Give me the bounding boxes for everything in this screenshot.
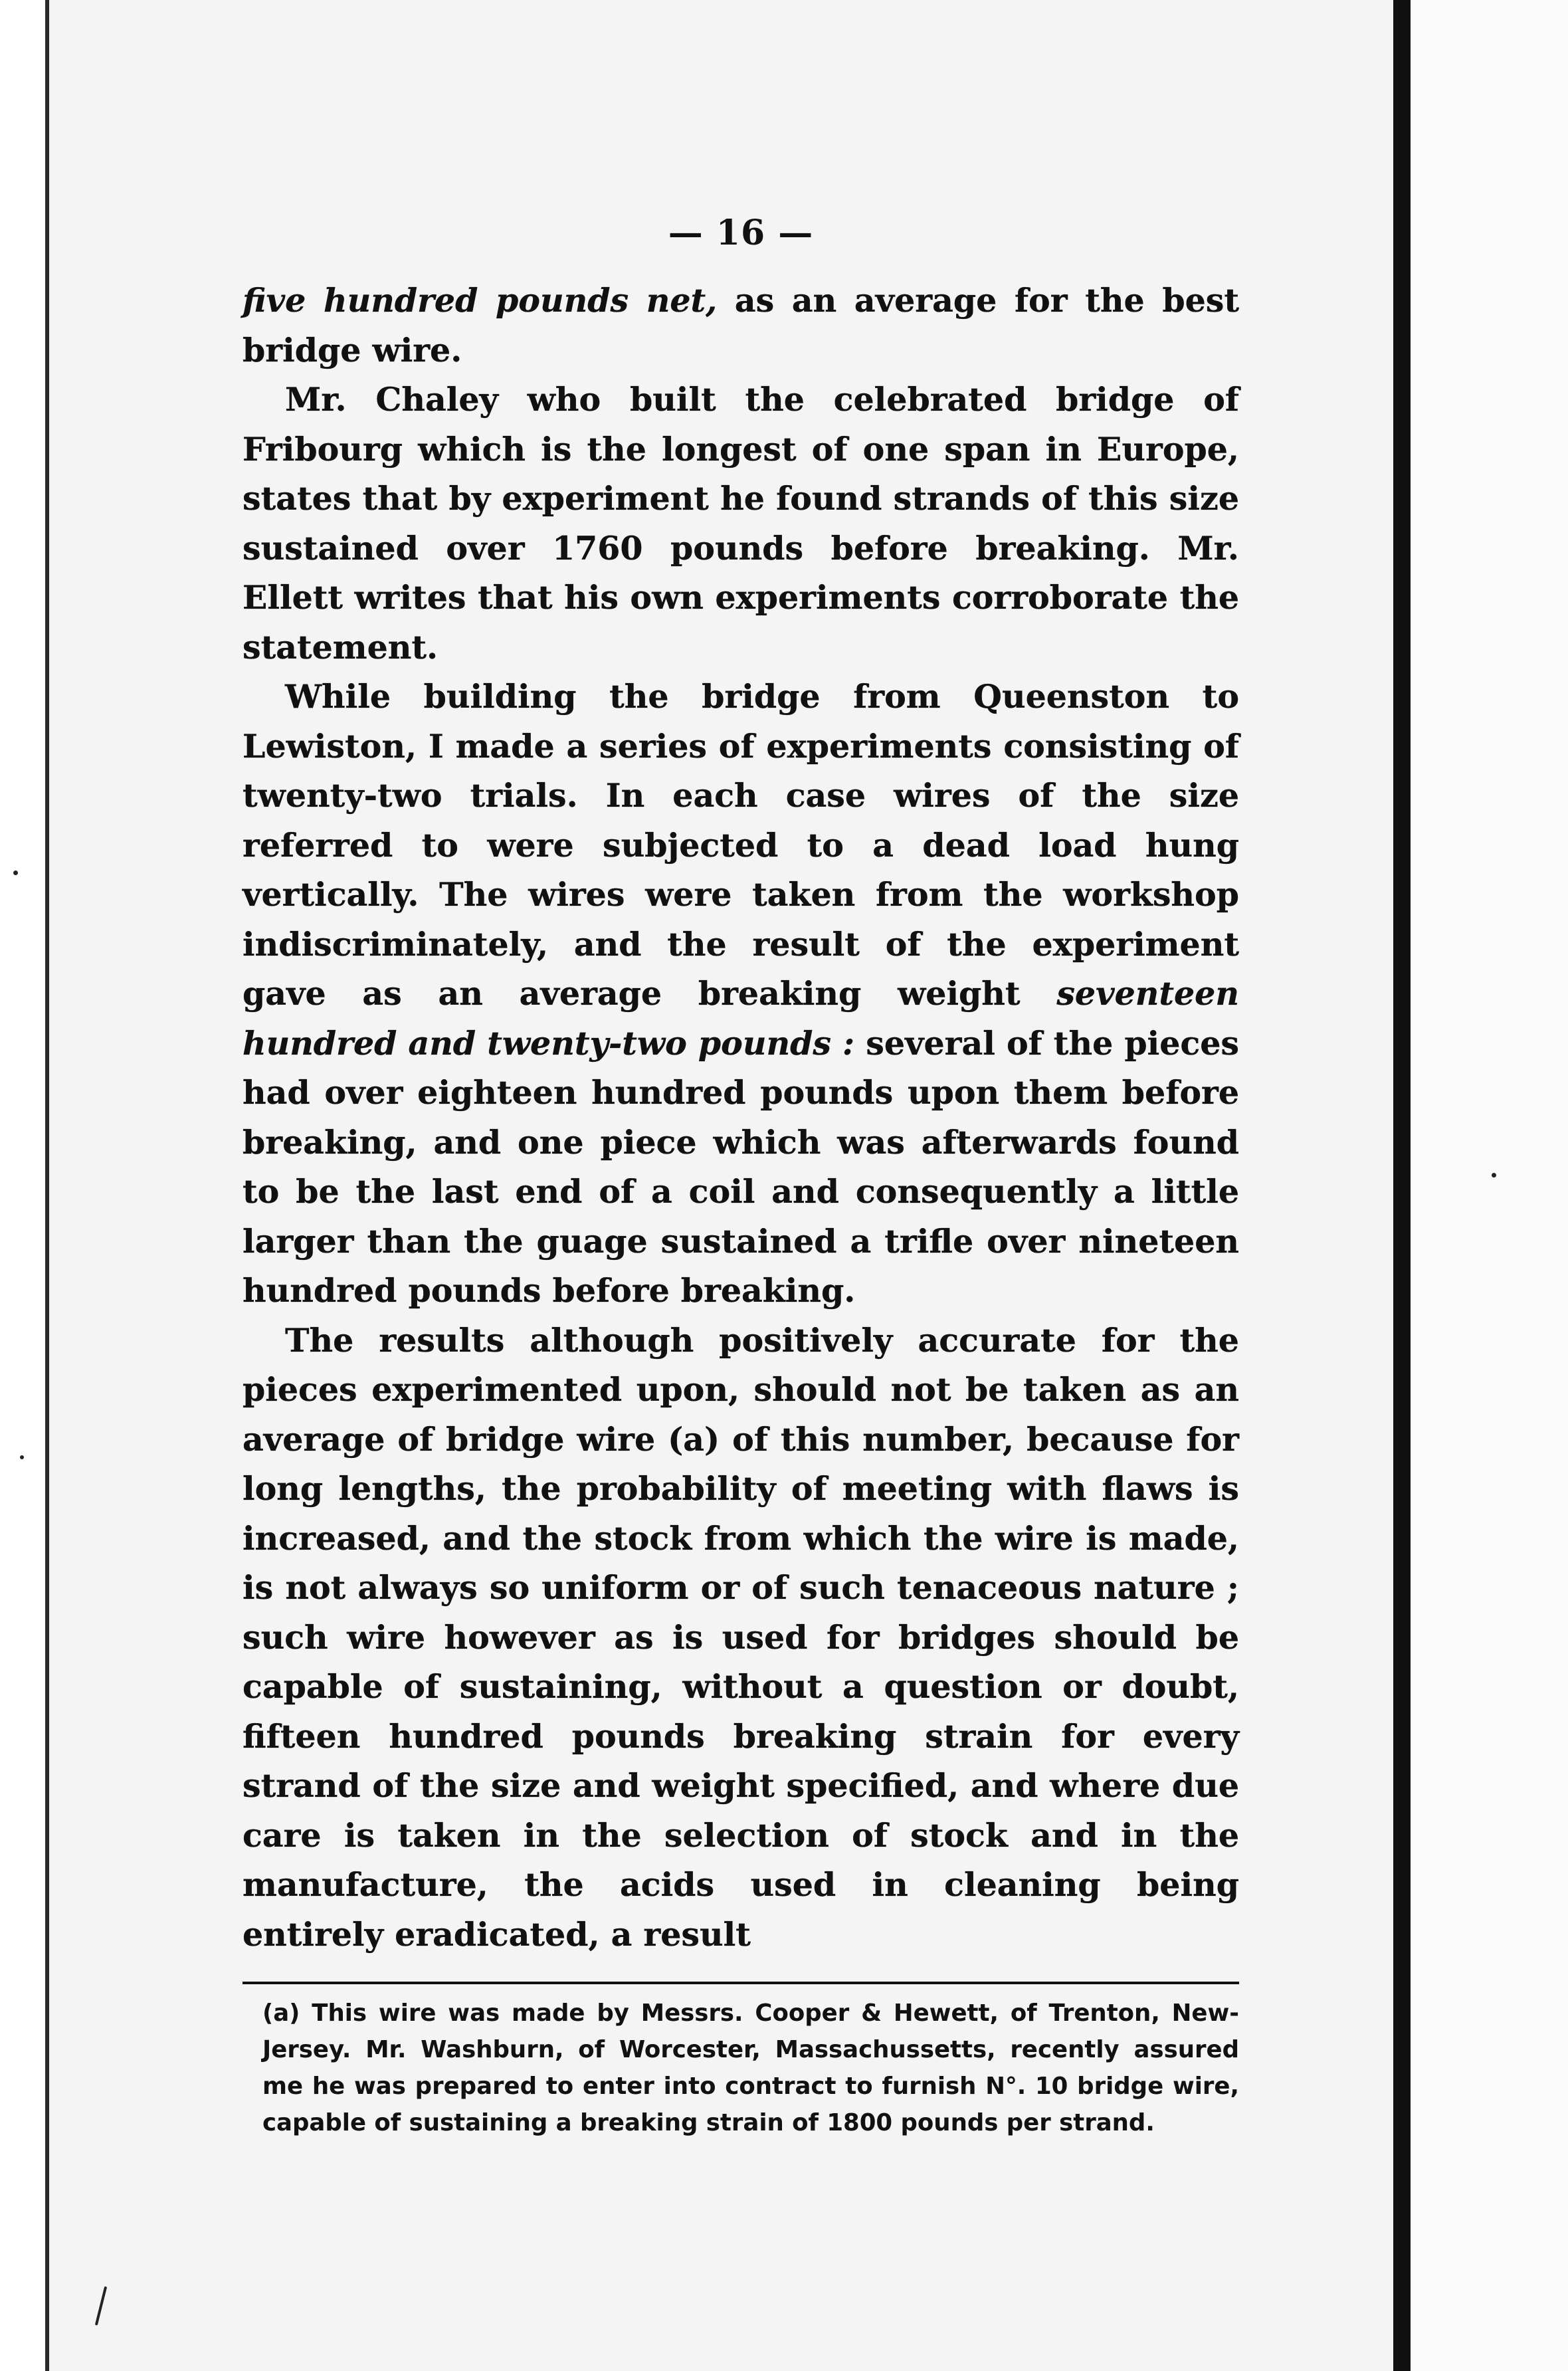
page-text-block bbox=[243, 213, 1239, 2141]
paragraph-3-italic: seventeen hundred and twenty-two pounds : bbox=[243, 974, 1239, 1063]
scan-speck bbox=[1492, 1173, 1496, 1178]
paragraph-3-text-a: While building the bridge from Queenston to Lewiston, I made a series of experiments consisting of twenty-two trials. In each case wires of the size referred to were subjected to a dead load hung vertically. The wires were taken from the workshop indiscriminately, and the result of the experiment gave as an average breaking weight bbox=[243, 677, 1239, 1013]
footnote: (a) This wire was made by Messrs. Cooper & Hewett, of Trenton, New-Jersey. Mr. Washburn, of Worcester, Massachussetts, recently assured me he was prepared to enter into contract to furnish N°. 10 bridge wire, capable of sustaining a breaking strain of 1800 pounds per strand. bbox=[262, 2000, 1239, 2136]
paragraph-1-text: as an average for the best bridge wire. bbox=[243, 281, 1239, 369]
paragraph-2: Mr. Chaley who built the celebrated bridge of Fribourg which is the longest of one span in Europe, states that by experiment he found strands of this size sustained over 1760 pounds before breaking. Mr. Ellett writes that his own experiments corroborate the statement. bbox=[243, 380, 1239, 667]
book-gutter bbox=[1393, 0, 1411, 2371]
paragraph-4: The results although positively accurate for the pieces experimented upon, should not be taken as an average of bridge wire (a) of this number, because for long lengths, the probability of meeting with flaws is increased, and the stock from which the wire is made, is not always so uniform or of such tenaceous nature ; such wire however as is used for bridges should be capable of sustaining, without a question or doubt, fifteen hundred pounds breaking strain for every strand of the size and weight specified, and where due care is taken in the selection of stock and in the manufacture, the acids used in cleaning being entirely eradicated, a result bbox=[243, 1320, 1239, 1954]
facing-page-edge bbox=[1411, 0, 1568, 2371]
page-number: — 16 — bbox=[668, 213, 814, 253]
footnote-rule bbox=[243, 1982, 1239, 1984]
paragraph-1 bbox=[243, 276, 1239, 375]
paragraph-1-italic: five hundred pounds net, bbox=[243, 281, 718, 320]
paragraph-3-text-b: several of the pieces had over eighteen hundred pounds upon them before breaking, and one piece which was afterwards found to be the last end of a coil and consequently a little larger than the guage sustained a trifle over nineteen hundred pounds before breaking. bbox=[243, 1023, 1239, 1310]
scan-speck bbox=[13, 871, 18, 875]
paragraph-3 bbox=[243, 672, 1239, 1316]
scan-speck bbox=[20, 1455, 24, 1459]
